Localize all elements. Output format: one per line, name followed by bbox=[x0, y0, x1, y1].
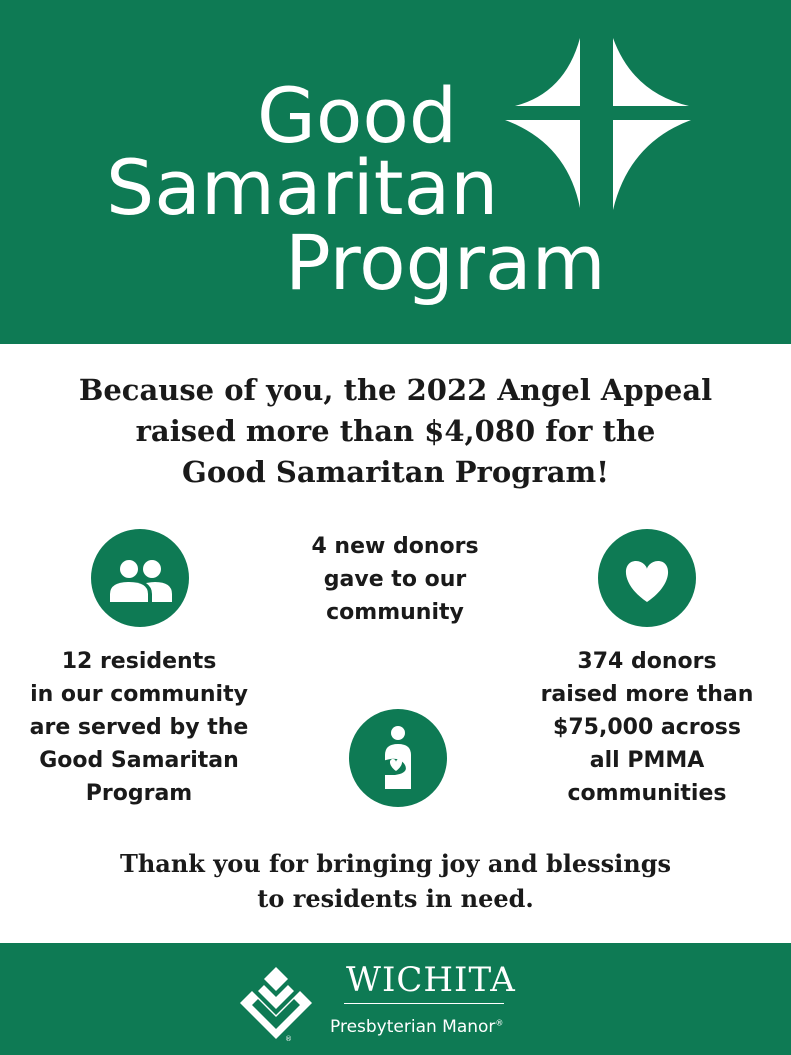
headline-line: raised more than $4,080 for the bbox=[135, 414, 656, 448]
cross-icon bbox=[505, 38, 691, 210]
new-donors-stat-line: community bbox=[326, 600, 464, 625]
organization-subtitle bbox=[330, 1019, 503, 1036]
residents-stat-line: in our community bbox=[30, 682, 248, 707]
donors-stat-line: all PMMA bbox=[589, 748, 705, 773]
organization-name: WICHITA bbox=[346, 960, 516, 1000]
residents-stat bbox=[16, 645, 262, 810]
donors-stat-line: 374 donors bbox=[577, 649, 717, 674]
organization-subtitle-text: Presbyterian Manor bbox=[330, 1017, 496, 1037]
residents-stat-line: are served by the bbox=[29, 715, 249, 740]
donors-stat bbox=[520, 645, 774, 810]
registered-mark: ® bbox=[495, 1018, 504, 1028]
new-donors-stat bbox=[280, 530, 510, 629]
new-donors-stat-line: 4 new donors bbox=[311, 534, 479, 559]
residents-stat-line: Program bbox=[85, 781, 193, 806]
thank-you-line: Thank you for bringing joy and blessings bbox=[119, 849, 672, 878]
thank-you-message bbox=[0, 846, 791, 916]
heart-icon bbox=[598, 529, 696, 627]
donors-stat-line: communities bbox=[567, 781, 727, 806]
header-banner bbox=[0, 0, 791, 344]
residents-stat-line: 12 residents bbox=[61, 649, 217, 674]
headline-line: Because of you, the 2022 Angel Appeal bbox=[78, 373, 713, 407]
donors-stat-line: raised more than bbox=[540, 682, 754, 707]
people-icon bbox=[91, 529, 189, 627]
program-title-line-2: Samaritan bbox=[106, 143, 499, 232]
thank-you-line: to residents in need. bbox=[257, 884, 534, 913]
logo-registered-mark: ® bbox=[285, 1035, 292, 1043]
divider bbox=[344, 1003, 504, 1004]
headline bbox=[0, 370, 791, 493]
program-title-line-1: Good bbox=[257, 71, 458, 160]
donors-stat-line: $75,000 across bbox=[553, 715, 741, 740]
residents-stat-line: Good Samaritan bbox=[39, 748, 239, 773]
caregiver-heart-icon bbox=[349, 709, 447, 807]
diamond-chevron-logo-icon bbox=[236, 965, 316, 1045]
footer-banner bbox=[0, 943, 791, 1055]
headline-line: Good Samaritan Program! bbox=[182, 455, 609, 489]
program-title-line-3: Program bbox=[285, 218, 606, 307]
new-donors-stat-line: gave to our bbox=[323, 567, 467, 592]
